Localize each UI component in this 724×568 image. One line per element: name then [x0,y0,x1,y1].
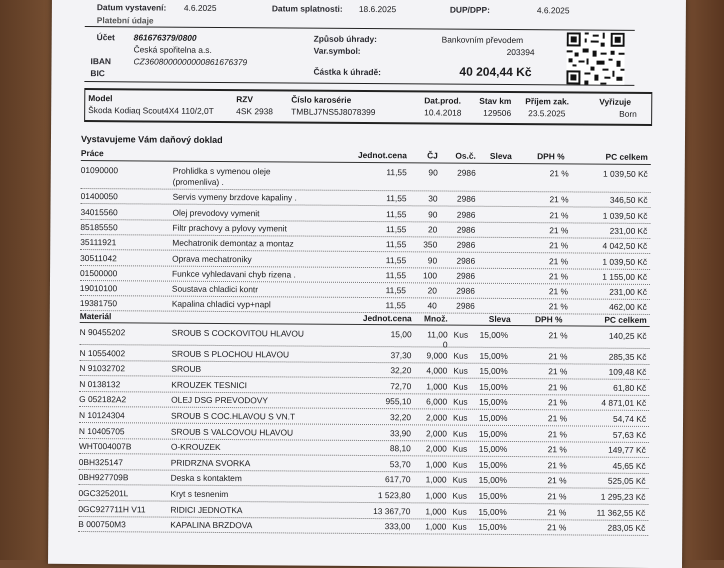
work-row-cj: 30 [428,193,438,204]
material-row-price: 333,00 [384,521,411,532]
material-row-vat: 21 % [548,382,568,393]
material-row-qty: 1,000 [426,381,448,392]
payment-section-title: Platební údaje [96,15,154,26]
work-row-cj: 40 [427,300,437,311]
work-row-price: 11,55 [385,285,406,296]
material-row-discount: 15,00% [478,443,508,455]
material-row-price: 33,90 [389,427,411,438]
material-row-code: N 91032702 [79,363,126,374]
work-row-code: 01090000 [80,164,119,176]
work-row-divider [81,188,651,193]
vehicle-handler: Born [619,108,637,119]
work-row-price: 11,55 [385,239,407,250]
work-row-total: 1 039,50 Kč [603,168,648,179]
material-row-price: 37,30 [390,349,412,360]
work-row-desc: Mechatronik demontaz a montaz [172,237,294,249]
work-row-vat: 21 % [549,255,569,266]
document-title: Vystavujeme Vám daňový doklad [80,133,223,145]
material-row-code: B 000750M3 [78,519,126,530]
work-row-os: 2986 [456,255,476,266]
material-row-unit: Kus [452,506,467,517]
vehicle-km: 129506 [483,107,512,119]
material-row-total: 140,25 Kč [608,330,647,341]
material-row-code: N 10124304 [79,409,125,421]
vehicle-received: 23.5.2025 [528,108,566,119]
material-row-desc: RIDICI JEDNOTKA [170,504,243,515]
work-row-desc: Prohlidka s vymenou oleje [172,165,271,177]
material-row-discount: 15,00% [478,459,508,470]
material-row-qty: 1,000 [425,521,447,532]
due-date: 18.6.2025 [358,3,397,15]
material-row-qty: 2,000 [426,412,448,423]
material-row-code: 0GC325201L [78,487,129,499]
material-row-desc: SROUB S VALCOVOU HLAVOU [170,426,294,438]
work-row-os: 2986 [456,193,476,205]
material-row-price: 88,10 [389,443,411,454]
material-row-unit: Kus [453,365,468,376]
work-row-cj: 90 [428,209,438,220]
work-row-vat: 21 % [549,240,569,251]
work-header-cj: ČJ [427,150,438,161]
material-row-unit: Kus [452,443,468,454]
work-header-unit-price: Jednot.cena [357,149,407,161]
work-row-total: 462,00 Kč [609,302,647,313]
work-header-os: Os.č. [455,150,476,161]
work-row-cj: 90 [427,254,438,265]
material-row-total: 1 295,23 Kč [600,491,646,502]
material-row-code: 0BH927709B [78,472,129,483]
work-row-code: 01400050 [80,191,118,202]
material-row-desc: PRIDRZNA SVORKA [170,457,251,468]
material-row-price: 955,10 [385,396,412,407]
duzp-label: DUP/DPP: [449,4,490,15]
material-header-total: PC celkem [604,314,647,325]
vehicle-header-handler: Vyřizuje [599,96,632,107]
material-row-desc: SROUB [171,363,202,375]
amount-due: 40 204,44 Kč [459,64,532,80]
vehicle-header-prod-date: Dat.prod. [424,95,462,106]
iban-label: IBAN [90,56,112,67]
material-row-unit: Kus [452,459,468,470]
work-row-os: 2986 [456,285,475,296]
material-row-desc: SROUB S COC.HLAVOU S VN.T [171,410,296,422]
material-row-total: 285,35 Kč [608,351,647,362]
material-row-discount: 15,00% [478,428,508,439]
work-row-desc: Olej prevodovy vymenit [172,207,260,218]
work-header-discount: Sleva [489,150,512,162]
material-header-vat: DPH % [534,314,563,325]
material-row-desc: OLEJ DSG PREVODOVY [171,395,269,406]
material-row-unit: Kus [453,381,468,392]
material-row-unit: Kus [452,474,468,486]
work-row-code: 35111921 [80,237,117,248]
work-row-os: 2986 [456,239,476,250]
work-row-desc: Filtr prachovy a pylovy vymenit [172,222,287,234]
work-row-code: 34015560 [80,206,118,217]
material-row-price: 617,70 [384,474,411,485]
material-row-total: 525,05 Kč [607,476,646,487]
amount-label: Částka k úhradě: [313,66,381,78]
work-row-total: 4 042,50 Kč [602,240,648,252]
material-row-vat: 21 % [547,475,567,486]
vehicle-header-model: Model [88,93,113,104]
work-row-total: 346,50 Kč [609,194,648,206]
bank-name: Česká spořitelna a.s. [133,44,212,55]
work-row-cj: 100 [423,270,438,281]
invoice-paper [48,0,686,568]
iban: CZ3608000000000861676379 [133,56,248,68]
work-row-total: 1 155,00 Kč [602,271,648,282]
material-row-unit: Kus [452,428,468,439]
material-row-vat: 21 % [547,428,567,439]
work-row-os: 2986 [456,209,476,220]
work-row-cj: 90 [428,167,438,178]
material-row-vat: 21 % [547,506,567,517]
material-row-desc: SROUB S COCKOVITOU HLAVOU [171,327,304,339]
material-row-discount: 15,00% [478,475,508,486]
work-row-total: 231,00 Kč [609,286,647,298]
material-row-price: 13 367,70 [373,505,411,516]
material-header-qty: Množ. [423,313,448,324]
material-row-total: 61,80 Kč [613,382,647,393]
material-row-unit: Kus [453,396,468,408]
work-row-total: 231,00 Kč [609,225,648,236]
due-date-label: Datum splatnosti: [271,3,343,14]
material-row-unit: Kus [452,490,467,501]
work-row-desc: Oprava mechatroniky [172,253,252,264]
material-row-qty: 4,000 [426,365,448,376]
material-row-total: 11 362,55 Kč [596,507,646,518]
work-header-vat: DPH % [537,151,565,162]
work-row-os: 2986 [457,167,476,178]
material-row-discount: 15,00% [479,381,508,392]
material-row-code: 0GC927711H V11 [78,503,146,515]
material-row-qty: 11,00 [427,329,448,340]
material-row-code: WHT004007B [78,441,132,452]
work-row-vat: 21 % [549,209,569,220]
date-issued-label: Datum vystavení: [96,2,167,13]
material-row-discount: 15,00% [478,490,507,501]
material-header-unit-price: Jednot.cena [362,312,412,324]
vehicle-header-received: Příjem zak. [525,96,570,107]
vehicle-header-vin: Číslo karosérie [291,94,352,105]
work-header-work: Práce [80,147,104,159]
material-row-total: 109,48 Kč [608,366,647,378]
material-row-qty: 1,000 [425,490,447,501]
material-row-unit: Kus [453,350,468,361]
material-row-discount: 15,00% [479,365,508,377]
work-row-vat: 21 % [549,194,569,205]
work-row-desc: Servis vymeny brzdove kapaliny . [172,191,297,203]
vehicle-prod-date: 10.4.2018 [424,107,462,118]
work-row-price: 11,55 [386,208,407,219]
material-row-qty: 1,000 [425,474,447,485]
material-row-price: 72,70 [390,380,412,392]
duzp: 4.6.2025 [536,5,570,16]
work-row-code: 85185550 [80,221,118,233]
material-row-vat: 21 % [547,522,567,533]
material-row-qty: 2,000 [425,428,447,439]
material-row-qty: 6,000 [426,396,448,407]
vehicle-vin: TMBLJ7NS5J8078399 [291,106,376,118]
material-row-code: N 90455202 [79,326,126,338]
material-row-unit: Kus [453,412,468,423]
work-row-vat: 21 % [548,301,568,312]
material-header-discount: Sleva [488,313,511,325]
material-row-vat: 21 % [548,330,568,341]
varsym: 203394 [506,46,535,58]
material-row-vat: 21 % [547,444,567,455]
qr-code-icon [566,32,624,84]
work-header-total: PC celkem [605,151,648,162]
material-row-vat: 21 % [547,491,567,502]
material-row-qty: 1,000 [425,459,447,470]
work-row-os: 2986 [456,224,476,235]
material-row-qty-cont: 0 [442,339,448,350]
material-row-price: 1 523,80 [377,490,411,501]
material-row-code: 0BH325147 [78,456,124,468]
material-row-total: 54,74 Kč [612,413,647,424]
material-row-discount: 15,00% [479,412,508,423]
work-row-cj: 20 [427,224,438,235]
vehicle-model: Škoda Kodiaq Scout4X4 110/2,0T [88,105,214,116]
material-row-vat: 21 % [547,413,568,424]
work-row-desc-cont: (promenliva) . [172,176,224,187]
material-row-code: N 10405705 [78,425,125,436]
material-row-unit: Kus [453,329,469,340]
payment-method-label: Způsob úhrady: [313,33,378,45]
work-row-code: 19381750 [79,298,118,309]
work-row-vat: 21 % [548,286,568,297]
material-header-material: Materiál [79,310,112,322]
material-row-discount: 15,00% [478,506,507,517]
work-row-code: 30511042 [80,252,117,263]
material-row-discount: 15,00% [479,329,509,340]
vehicle-header-rzv: RZV [236,94,254,105]
vehicle-header-km: Stav km [479,95,512,107]
account-number: 861676379/0800 [133,32,197,43]
date-issued: 4.6.2025 [183,2,217,13]
material-row-total: 45,65 Kč [612,460,646,471]
work-row-total: 1 039,50 Kč [602,256,648,267]
work-row-code: 19010100 [79,283,118,294]
material-row-vat: 21 % [547,460,567,471]
work-row-cj: 350 [423,239,438,250]
material-row-price: 15,00 [390,329,412,340]
material-row-code: N 10554002 [79,347,126,358]
work-row-os: 2986 [456,301,475,312]
work-row-desc: Funkce vyhledavani chyb rizena . [172,268,296,280]
material-row-desc: KROUZEK TESNICI [171,379,248,390]
material-row-vat: 21 % [548,366,568,377]
material-row-total: 283,05 Kč [607,522,646,534]
material-row-total: 149,77 Kč [608,444,646,456]
vehicle-rzv: 4SK 2938 [236,106,274,117]
material-row-discount: 15,00% [479,350,508,361]
material-row-total: 57,63 Kč [612,429,646,440]
work-row-desc: Kapalina chladici vyp+napl [171,299,271,310]
material-row-desc: KAPALINA BRZDOVA [170,519,253,531]
work-row-code: 01500000 [80,267,118,279]
material-row-price: 32,20 [390,365,412,376]
material-row-qty: 2,000 [425,443,447,454]
work-row-vat: 21 % [549,225,569,236]
material-row-price: 32,20 [390,412,412,423]
work-row-price: 11,55 [385,224,407,235]
material-row-total: 4 871,01 Kč [601,398,647,409]
material-row-desc: O-KROUZEK [170,441,221,453]
material-row-code: G 052182A2 [79,394,127,405]
material-row-discount: 15,00% [478,521,507,533]
work-row-os: 2986 [456,270,476,281]
work-row-price: 11,55 [386,167,407,178]
work-row-vat: 21 % [548,271,569,282]
material-row-vat: 21 % [548,350,568,361]
work-row-price: 11,55 [385,300,406,311]
material-row-price: 53,70 [389,458,411,470]
material-row-code: N 0138132 [79,378,121,390]
work-row-price: 11,55 [385,254,407,265]
material-row-vat: 21 % [548,397,568,408]
material-row-discount: 15,00% [479,397,508,408]
material-row-qty: 9,000 [426,350,448,361]
payment-method: Bankovním převodem [441,34,524,46]
work-row-price: 11,55 [385,269,407,281]
work-row-cj: 20 [427,285,437,296]
varsym-label: Var.symbol: [313,45,361,56]
material-row-desc: Kryt s tesnenim [170,488,229,500]
work-row-price: 11,55 [386,193,407,204]
material-row-desc: SROUB S PLOCHOU HLAVOU [171,348,290,360]
material-row-qty: 1,000 [425,506,447,517]
bic-label: BIC [90,68,105,79]
material-row-divider [80,344,650,349]
work-row-vat: 21 % [549,168,569,179]
material-row-unit: Kus [452,521,467,532]
work-row-desc: Soustava chladici kontr [171,283,259,295]
work-row-total: 1 039,50 Kč [602,210,648,221]
material-row-desc: Deska s kontaktem [170,473,242,484]
account-label: Účet [96,32,115,43]
